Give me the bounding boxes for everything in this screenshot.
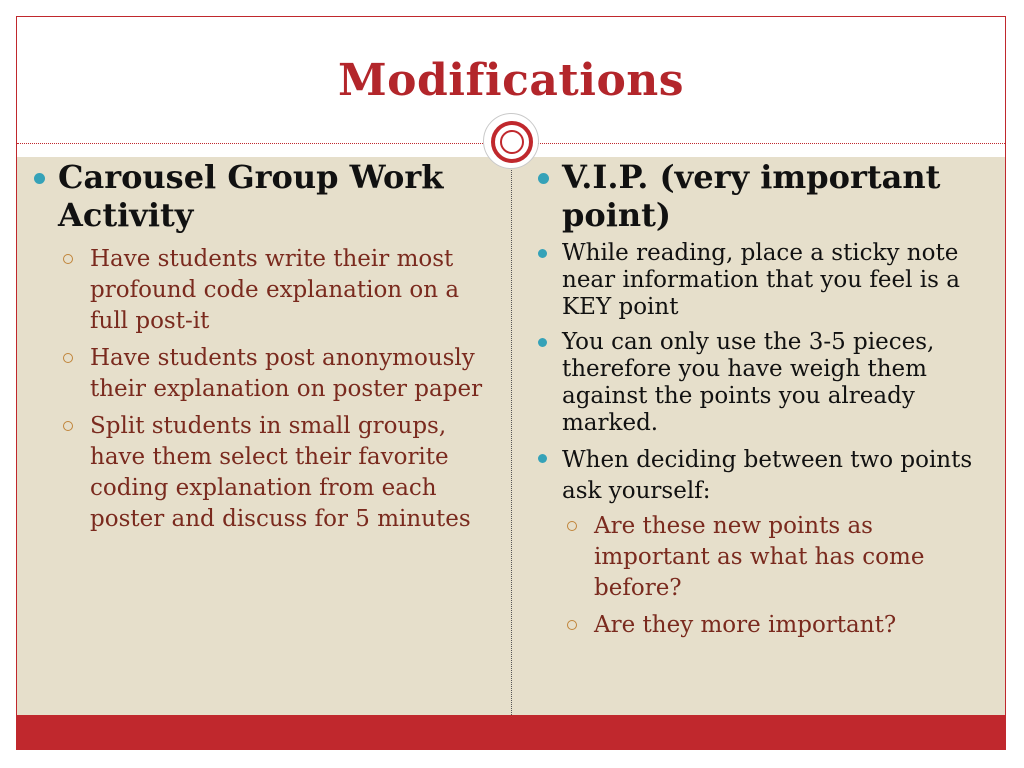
left-subitem: Have students write their most profound code explanation on a full post-it <box>30 244 485 337</box>
right-item: You can only use the 3-5 pieces, therefore you have weigh them against the points you already marked. <box>534 329 984 437</box>
right-item: When deciding between two points ask yourself: <box>534 445 984 507</box>
left-heading: Carousel Group Work Activity <box>30 158 485 234</box>
right-subitem: Are these new points as important as what has come before? <box>534 511 984 604</box>
footer-bar <box>17 715 1005 749</box>
left-subitem: Have students post anonymously their explanation on poster paper <box>30 343 485 405</box>
left-subitem: Split students in small groups, have them select their favorite coding explanation from each poster and discuss for 5 minutes <box>30 411 485 535</box>
ring-ornament-icon <box>483 113 539 169</box>
right-item: While reading, place a sticky note near information that you feel is a KEY point <box>534 240 984 321</box>
right-column <box>534 158 984 641</box>
left-column <box>30 158 485 535</box>
right-subitem: Are they more important? <box>534 610 984 641</box>
right-heading: V.I.P. (very important point) <box>534 158 984 234</box>
column-divider <box>511 157 512 715</box>
slide-title: Modifications <box>337 55 685 106</box>
